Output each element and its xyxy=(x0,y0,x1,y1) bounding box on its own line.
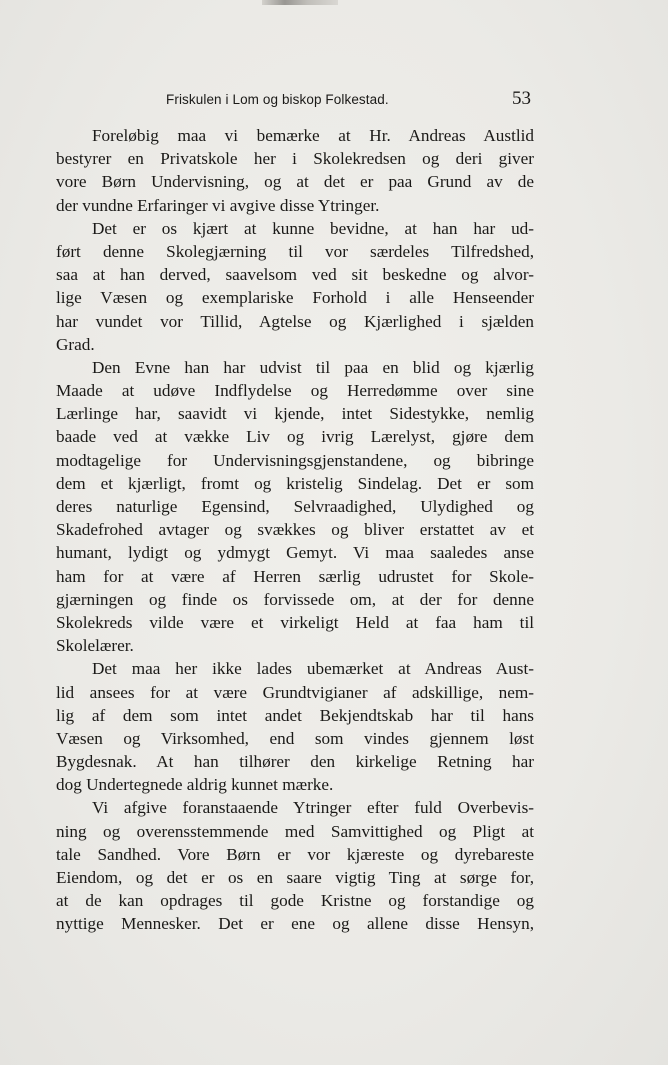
text-line: Det er os kjært at kunne bevidne, at han har ud- xyxy=(92,218,534,238)
text-line: Foreløbig maa vi bemærke at Hr. Andreas Austlid xyxy=(92,126,534,145)
text-line: Bygdesnak. At han tilhører den kirkelige Retning har xyxy=(56,752,534,772)
text-line: Skolelærer. xyxy=(56,636,134,656)
text-line: har vundet vor Tillid, Agtelse og Kjærlighed i sjælden xyxy=(56,311,534,331)
text-line: der vundne Erfaringer vi avgive disse Ytringer. xyxy=(56,195,380,215)
text-line: bestyrer en Privatskole her i Skolekredsen og deri giver xyxy=(56,149,534,169)
text-line: Lærlinge har, saavidt vi kjende, intet Sidestykke, nemlig xyxy=(56,404,534,424)
text-line: humant, lydigt og ydmygt Gemyt. Vi maa saaledes anse xyxy=(56,543,534,563)
text-line: baade ved at vække Liv og ivrig Lærelyst, gjøre dem xyxy=(56,427,534,447)
text-line: Skadefrohed avtager og svækkes og bliver erstattet av et xyxy=(56,520,534,540)
text-line: saa at han derved, saavelsom ved sit beskedne og alvor- xyxy=(56,265,534,285)
text-line: modtagelige for Undervisningsgjenstandene, og bibringe xyxy=(56,450,534,470)
text-line: nyttige Mennesker. Det er ene og allene disse Hensyn, xyxy=(56,914,534,934)
text-line: Vi afgive foranstaaende Ytringer efter fuld Overbevis- xyxy=(92,798,534,818)
body-text xyxy=(56,124,534,936)
text-line: Den Evne han har udvist til paa en blid og kjærlig xyxy=(92,357,534,377)
text-line: tale Sandhed. Vore Børn er vor kjæreste og dyrebareste xyxy=(56,844,534,864)
scan-edge-mark xyxy=(262,0,338,5)
running-head: Friskulen i Lom og biskop Folkestad. xyxy=(166,92,389,107)
text-line: Skolekreds vilde være et virkeligt Held at faa ham til xyxy=(56,612,534,632)
text-line: at de kan opdrages til gode Kristne og forstandige og xyxy=(56,891,534,911)
text-line: ning og overensstemmende med Samvittighed og Pligt at xyxy=(56,821,534,841)
text-line: lig af dem som intet andet Bekjendtskab har til hans xyxy=(56,705,534,725)
text-line: ham for at være af Herren særlig udrustet for Skole- xyxy=(56,566,534,586)
text-line: gjærningen og finde os forvissede om, at der for denne xyxy=(56,589,534,609)
text-line: Det maa her ikke lades ubemærket at Andreas Aust- xyxy=(92,659,534,679)
text-line: Eiendom, og det er os en saare vigtig Ting at sørge for, xyxy=(56,868,534,887)
text-line: lige Væsen og exemplariske Forhold i alle Henseender xyxy=(56,288,534,308)
text-line: ført denne Skolegjærning til vor særdeles Tilfredshed, xyxy=(56,241,534,261)
text-line: Maade at udøve Indflydelse og Herredømme over sine xyxy=(56,381,534,401)
text-line: Væsen og Virksomhed, end som vindes gjennem løst xyxy=(56,728,534,748)
text-line: dem et kjærligt, fromt og kristelig Sindelag. Det er som xyxy=(56,473,534,493)
text-line: deres naturlige Egensind, Selvraadighed, Ulydighed og xyxy=(56,497,534,516)
page-number: 53 xyxy=(512,88,531,109)
text-line: lid ansees for at være Grundtvigianer af adskillige, nem- xyxy=(56,682,534,702)
text-line: vore Børn Undervisning, og at det er paa Grund av de xyxy=(56,172,534,192)
text-line: dog Undertegnede aldrig kunnet mærke. xyxy=(56,775,334,795)
text-line: Grad. xyxy=(56,334,95,354)
